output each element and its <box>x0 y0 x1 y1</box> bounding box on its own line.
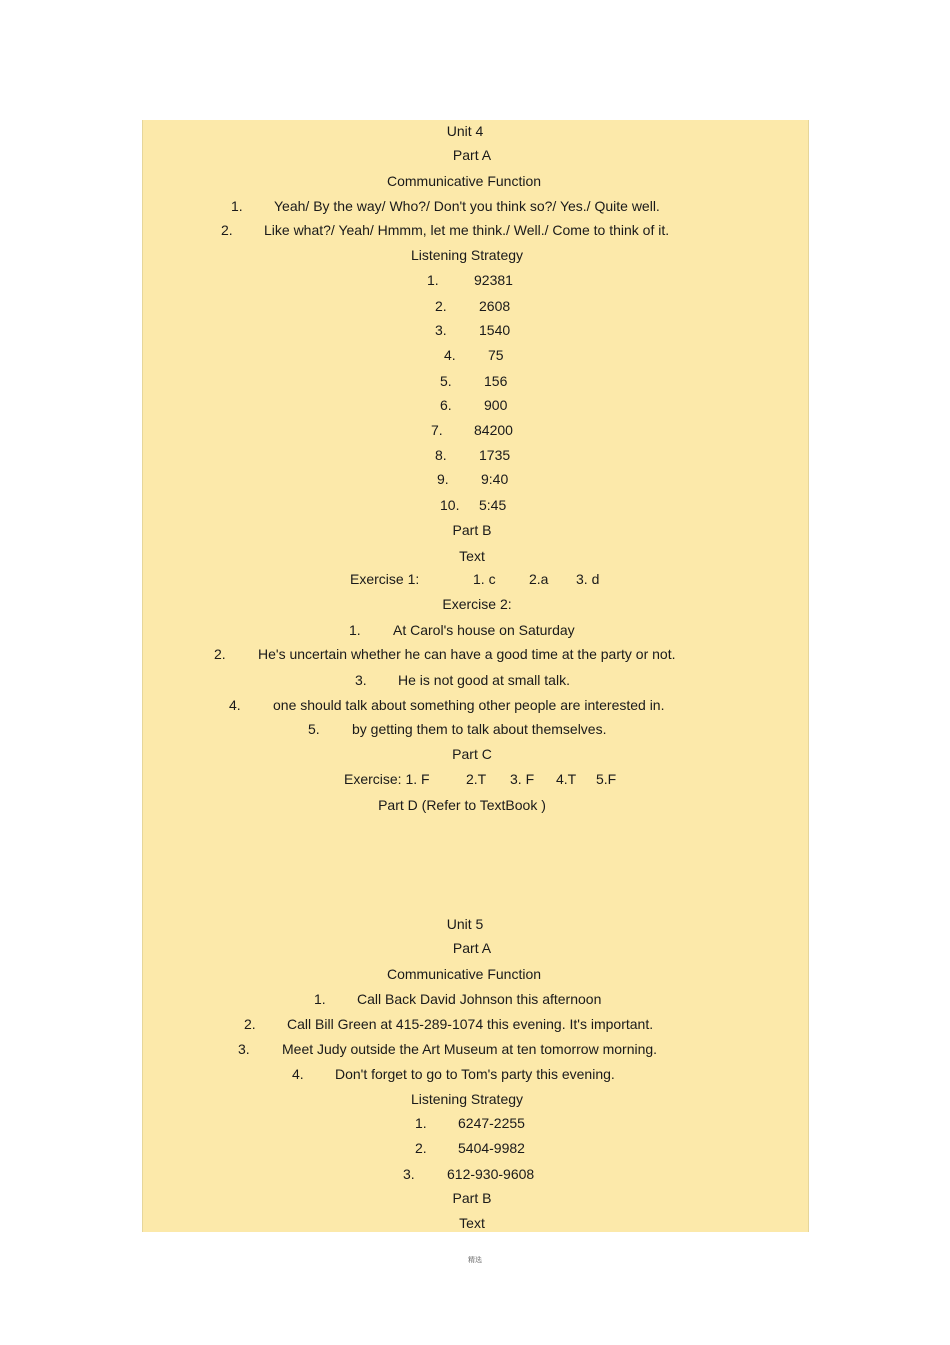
unit5-comm-text-4: Don't forget to go to Tom's party this evening. <box>335 1066 615 1082</box>
unit4-ex1-ans-1: 1. c <box>473 571 496 587</box>
unit4-ls-val-5: 156 <box>484 373 508 389</box>
unit4-ls-val-10: 5:45 <box>479 497 507 513</box>
unit4-ex2-num-5: 5. <box>308 721 320 737</box>
unit4-ex1-ans-3: 3. d <box>576 571 600 587</box>
unit5-comm-num-1: 1. <box>314 991 326 1007</box>
unit4-ls-val-8: 1735 <box>479 447 511 463</box>
unit4-ex1-label: Exercise 1: <box>350 571 420 587</box>
unit4-ls-val-7: 84200 <box>474 422 513 438</box>
unit5-part-a: Part A <box>452 940 492 956</box>
page-footer: 精选 <box>468 1257 482 1264</box>
unit4-ls-num-5: 5. <box>440 373 452 389</box>
unit4-comm-text-2: Like what?/ Yeah/ Hmmm, let me think./ Well./ Come to think of it. <box>264 222 670 238</box>
unit4-ls-num-6: 6. <box>440 397 452 413</box>
unit4-comm-num-1: 1. <box>231 198 243 214</box>
unit4-ls-num-4: 4. <box>444 347 456 363</box>
unit5-comm-text-2: Call Bill Green at 415-289-1074 this evening. It's important. <box>287 1016 654 1032</box>
unit4-ls-num-2: 2. <box>435 298 447 314</box>
unit5-part-b: Part B <box>452 1190 492 1206</box>
unit5-text: Text <box>459 1215 485 1231</box>
unit4-ls-num-8: 8. <box>435 447 447 463</box>
unit4-ls-val-9: 9:40 <box>481 471 509 487</box>
unit4-ls-num-10: 10. <box>440 497 460 513</box>
unit4-ex1-ans-2: 2.a <box>529 571 549 587</box>
unit5-ls-val-3: 612-930-9608 <box>447 1166 535 1182</box>
unit4-part-c: Part C <box>452 746 492 762</box>
unit4-exc-label: Exercise: 1. F <box>344 771 430 787</box>
unit4-exc-ans-4: 4.T <box>556 771 577 787</box>
unit5-ls-num-3: 3. <box>403 1166 415 1182</box>
unit4-ex2-num-3: 3. <box>355 672 367 688</box>
unit4-ls-val-1: 92381 <box>474 272 513 288</box>
unit5-comm-text-1: Call Back David Johnson this afternoon <box>357 991 602 1007</box>
unit4-part-b: Part B <box>452 522 492 538</box>
unit4-ex2-label: Exercise 2: <box>442 596 512 612</box>
unit4-ls-heading: Listening Strategy <box>410 247 524 263</box>
unit4-exc-ans-2: 2.T <box>466 771 487 787</box>
unit5-comm-text-3: Meet Judy outside the Art Museum at ten tomorrow morning. <box>282 1041 658 1057</box>
unit4-ls-val-4: 75 <box>488 347 504 363</box>
unit5-ls-val-2: 5404-9982 <box>458 1140 525 1156</box>
unit4-ls-val-3: 1540 <box>479 322 511 338</box>
unit4-part-a: Part A <box>452 147 492 163</box>
unit4-ex2-text-5: by getting them to talk about themselves. <box>352 721 607 737</box>
unit5-ls-heading: Listening Strategy <box>410 1091 524 1107</box>
unit5-ls-val-1: 6247-2255 <box>458 1115 525 1131</box>
unit4-ls-val-6: 900 <box>484 397 508 413</box>
unit4-ex2-text-1: At Carol's house on Saturday <box>393 622 575 638</box>
unit5-comm-num-4: 4. <box>292 1066 304 1082</box>
unit4-part-d: Part D (Refer to TextBook ) <box>378 797 546 813</box>
unit4-comm-heading: Communicative Function <box>386 173 542 189</box>
unit4-comm-num-2: 2. <box>221 222 233 238</box>
unit5-comm-num-3: 3. <box>238 1041 250 1057</box>
unit4-ls-num-1: 1. <box>427 272 439 288</box>
unit5-title: Unit 5 <box>446 916 484 932</box>
unit4-ls-num-3: 3. <box>435 322 447 338</box>
unit4-text: Text <box>459 548 485 564</box>
unit4-ex2-text-3: He is not good at small talk. <box>398 672 570 688</box>
unit4-ex2-text-4: one should talk about something other people are interested in. <box>273 697 665 713</box>
unit4-ex2-num-2: 2. <box>214 646 226 662</box>
unit5-comm-num-2: 2. <box>244 1016 256 1032</box>
unit4-exc-ans-5: 5.F <box>596 771 617 787</box>
unit4-ls-num-7: 7. <box>431 422 443 438</box>
unit4-ls-val-2: 2608 <box>479 298 511 314</box>
unit5-ls-num-2: 2. <box>415 1140 427 1156</box>
unit4-ex2-num-4: 4. <box>229 697 241 713</box>
unit5-ls-num-1: 1. <box>415 1115 427 1131</box>
unit4-title: Unit 4 <box>446 123 484 139</box>
unit5-comm-heading: Communicative Function <box>386 966 542 982</box>
unit4-ex2-text-2: He's uncertain whether he can have a good time at the party or not. <box>258 646 676 662</box>
unit4-comm-text-1: Yeah/ By the way/ Who?/ Don't you think so?/ Yes./ Quite well. <box>274 198 660 214</box>
unit4-ex2-num-1: 1. <box>349 622 361 638</box>
unit4-exc-ans-3: 3. F <box>510 771 535 787</box>
unit4-ls-num-9: 9. <box>437 471 449 487</box>
